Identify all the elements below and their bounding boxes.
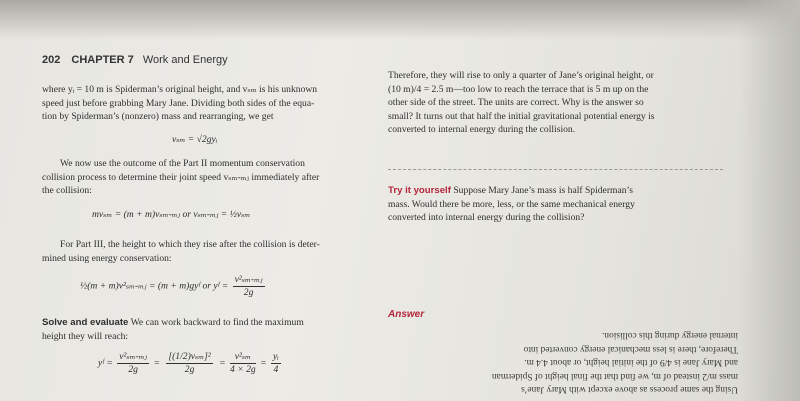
fraction-denominator: 4 × 2g <box>230 364 256 375</box>
left-paragraph-3 <box>42 238 320 265</box>
section-divider <box>388 169 723 170</box>
text-line: and Mary Jane is 4/9 of the initial height, or about 4.4 m. <box>524 357 738 368</box>
fraction <box>233 274 265 299</box>
text-line <box>42 316 304 330</box>
solve-paragraph <box>42 316 304 343</box>
fraction-denominator: 2g <box>128 364 138 375</box>
fraction-numerator: yᵢ <box>272 351 279 362</box>
text-line: mass. Would there be more, less, or the same mechanical energy <box>388 198 635 210</box>
fraction-denominator: 4 <box>273 364 279 375</box>
equation-energy <box>80 274 267 299</box>
text-line: other side of the street. The units are correct. Why is the answer so <box>388 97 644 109</box>
page-shadow-right <box>740 0 800 401</box>
equation-lhs: yᶠ = <box>98 357 113 369</box>
fraction-numerator: [(1/2)vₛₘ]² <box>168 351 211 362</box>
equation-final-height: yᶠ = $\frac{\text{v²ₛₘ‑ₘⱼ}}{2g}$ = $\frac{\text{[(1/2)vₛₘ]²}}{2g}$ = $\frac{\text{v²ₛₘ}}{4 \times 2g}$ = $\frac{\text{yᵢ}}{4}$ <box>98 351 279 375</box>
fraction <box>117 351 149 376</box>
fraction <box>166 351 212 376</box>
text-line: converted into internal energy during the collision? <box>388 212 585 224</box>
text-line: internal energy during this collision. <box>601 330 738 341</box>
solve-text: We can work backward to find the maximum <box>130 317 304 328</box>
text-line: tion by Spiderman’s (nonzero) mass and rearranging, we get <box>42 111 274 123</box>
answer-label: Answer <box>388 309 425 320</box>
fraction <box>271 351 281 376</box>
solve-label: Solve and evaluate <box>42 317 129 328</box>
try-it-label: Try it yourself <box>388 185 451 196</box>
left-paragraph-1 <box>42 83 317 124</box>
text-line: For Part III, the height to which they rise after the collision is deter- <box>60 239 320 250</box>
fraction <box>230 351 256 376</box>
text-line: small? It turns out that half the initial gravitational potential energy is <box>388 110 655 122</box>
page-header <box>42 54 228 66</box>
fraction-numerator: v²ₛₘ‑ₘⱼ <box>234 274 263 285</box>
try-it-text: Suppose Mary Jane’s mass is half Spiderman’s <box>453 185 633 196</box>
fraction-numerator: v²ₛₘ <box>230 351 256 364</box>
text-line: converted to internal energy during the collision. <box>388 124 576 136</box>
fraction-numerator: v²ₛₘ‑ₘⱼ <box>119 351 148 362</box>
equation-momentum: mvₛₘ = (m + m)vₛₘ‑ₘⱼ or vₛₘ‑ₘⱼ = ½vₛₘ <box>92 209 251 220</box>
right-paragraph-1 <box>388 69 655 137</box>
text-line: height they will reach: <box>42 330 129 342</box>
page-number: 202 <box>42 54 61 66</box>
fraction-denominator: 2g <box>184 364 195 375</box>
text-line <box>388 184 635 198</box>
text-line: speed just before grabbing Mary Jane. Dividing both sides of the equa- <box>42 97 315 109</box>
text-line: where yᵢ = 10 m is Spiderman’s original height, and vₛₘ is his unknown <box>42 84 318 95</box>
left-paragraph-2 <box>42 157 319 198</box>
try-it-yourself-box <box>388 184 635 225</box>
text-line: (10 m)/4 = 2.5 m—too low to reach the terrace that is 5 m up on the <box>388 83 649 95</box>
text-line: Using the same process as above except with Mary Jane’s <box>521 384 738 394</box>
page-shadow-top <box>0 0 800 40</box>
equation-vsm: vₛₘ = √2gyᵢ <box>172 134 218 145</box>
equation-energy-lhs: ½(m + m)v²ₛₘ‑ₘⱼ = (m + m)gyᶠ or yᶠ = <box>80 280 229 292</box>
chapter-label: CHAPTER 7 <box>71 54 134 66</box>
answer-upside-down <box>408 305 738 395</box>
fraction-denominator: 2g <box>243 287 254 298</box>
text-line: mass m/2 instead of m, we find that the final height of Spiderman <box>491 370 738 381</box>
text-line: Therefore, there is less mechanical energy converted into <box>523 343 738 354</box>
chapter-title: Work and Energy <box>142 54 228 66</box>
text-line: the collision: <box>42 185 92 197</box>
text-line: mined using energy conservation: <box>42 252 172 264</box>
text-line: collision process to determine their joint speed vₛₘ‑ₘⱼ immediately after <box>42 171 320 183</box>
text-line: Therefore, they will rise to only a quarter of Jane’s original height, or <box>388 70 654 81</box>
text-line: We now use the outcome of the Part II momentum conservation <box>60 158 305 169</box>
